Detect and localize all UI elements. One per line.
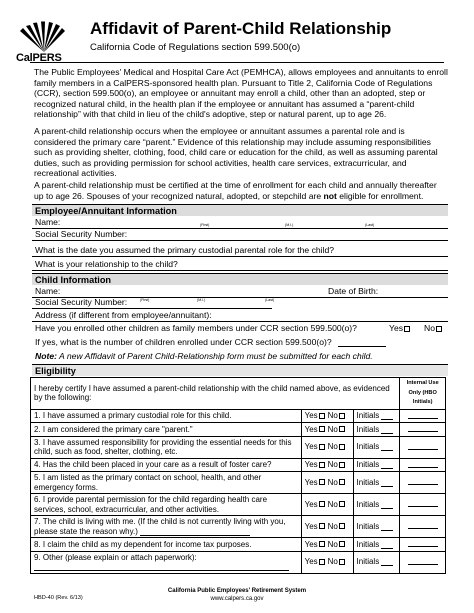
reason-input[interactable] (140, 527, 250, 536)
initials-input[interactable] (381, 442, 393, 451)
internal-use-cell (400, 538, 446, 552)
hbo-initials-input[interactable] (408, 557, 438, 565)
yes-checkbox[interactable] (319, 413, 325, 419)
yes-no-cell: Yes No (301, 551, 353, 573)
no-checkbox[interactable] (339, 444, 345, 450)
child-dob-label: Date of Birth: (328, 286, 379, 296)
footer-org: California Public Employees' Retirement System (167, 588, 307, 594)
initials-input[interactable] (381, 425, 393, 434)
initials-input[interactable] (381, 460, 393, 469)
number-enrolled-input[interactable] (338, 338, 386, 347)
eligibility-question: 4. Has the child been placed in your care as a result of foster care? (31, 458, 302, 472)
yes-checkbox[interactable] (319, 426, 325, 432)
relationship-field[interactable]: What is your relationship to the child? (32, 259, 448, 271)
enrolled-others-yes[interactable]: Yes (389, 323, 413, 334)
initials-cell: Initials (353, 423, 400, 437)
no-checkbox[interactable] (339, 413, 345, 419)
initials-input[interactable] (381, 522, 393, 531)
yes-checkbox[interactable] (319, 479, 325, 485)
initials-input[interactable] (381, 557, 393, 566)
yes-checkbox[interactable] (319, 462, 325, 468)
yes-checkbox[interactable] (319, 523, 325, 529)
internal-use-cell (400, 409, 446, 423)
no-checkbox[interactable] (339, 559, 345, 565)
hbo-initials-input[interactable] (408, 411, 438, 419)
internal-use-cell (400, 551, 446, 573)
initials-input[interactable] (381, 540, 393, 549)
logo-text: CalPERS (16, 52, 62, 64)
child-ssn-field[interactable]: Social Security Number: (32, 297, 272, 309)
no-checkbox[interactable] (339, 501, 345, 507)
eligibility-row (31, 538, 446, 552)
child-last-sublabel: (Last) (265, 298, 275, 302)
enrolled-yes-checkbox[interactable] (404, 326, 410, 332)
yes-no-cell: Yes No (301, 494, 353, 516)
document-title: Affidavit of Parent-Child Relationship (90, 19, 392, 38)
footer (0, 587, 474, 603)
enrolled-others-no[interactable]: No (424, 323, 445, 334)
eligibility-question: 6. I provide parental permission for the child regarding health care services, school, extracurricular, and other activities. (31, 494, 302, 516)
other-explain-input[interactable] (34, 562, 289, 571)
no-checkbox[interactable] (339, 479, 345, 485)
initials-cell: Initials (353, 472, 400, 494)
number-enrolled-question: If yes, what is the number of children enrolled under CCR section 599.500(o)? (32, 337, 448, 348)
no-checkbox[interactable] (339, 462, 345, 468)
child-first-sublabel: (First) (140, 298, 150, 302)
intro-paragraph-3: A parent-child relationship must be certified at the time of enrollment for each child and annually thereafter up to age 26. Spouses of your recognized natural, adopted, or stepchild are not eligible for enrollment. (34, 180, 437, 201)
initials-cell: Initials (353, 458, 400, 472)
document-subtitle: California Code of Regulations section 599.500(o) (90, 42, 301, 53)
yes-checkbox[interactable] (319, 559, 325, 565)
yes-no-cell: Yes No (301, 436, 353, 458)
intro-paragraph-2: A parent-child relationship occurs when the employee or annuitant assumes a parental role and is considered the primary care “parent.” Evidence of this relationship may include assuming responsibilities such as providing shelter, clothing, food, child care or education for the child, as well as assuming parental duties, such as providing permission for school activities, health care services, extracurricular, and recreational activities. (34, 126, 438, 179)
employee-last-sublabel: (Last) (365, 223, 375, 227)
initials-input[interactable] (381, 411, 393, 420)
employee-section-header: Employee/Annuitant Information (32, 204, 448, 216)
initials-input[interactable] (381, 500, 393, 509)
employee-first-sublabel: (First) (200, 223, 210, 227)
yes-checkbox[interactable] (319, 501, 325, 507)
eligibility-question: 2. I am considered the primary care "parent." (31, 423, 302, 437)
internal-use-cell (400, 516, 446, 538)
yes-checkbox[interactable] (319, 444, 325, 450)
internal-use-cell (400, 436, 446, 458)
eligibility-section-header: Eligibility (32, 364, 448, 376)
initials-cell: Initials (353, 436, 400, 458)
hbo-initials-input[interactable] (408, 521, 438, 529)
note-text: Note: A new Affidavit of Parent Child-Relationship form must be submitted for each child. (35, 351, 373, 361)
yes-no-cell: Yes No (301, 458, 353, 472)
eligibility-intro: I hereby certify I have assumed a parent-child relationship with the child named above, as evidenced by the following: (31, 378, 400, 410)
yes-no-cell: Yes No (301, 423, 353, 437)
yes-no-cell: Yes No (301, 472, 353, 494)
child-address-field[interactable]: Address (if different from employee/annuitant): (32, 310, 448, 322)
hbo-initials-input[interactable] (408, 477, 438, 485)
child-name-field[interactable]: Name: Date of Birth: (32, 286, 448, 298)
child-section-header: Child Information (32, 273, 448, 285)
internal-use-header: Internal Use Only (HBO Initials) (400, 378, 446, 410)
eligibility-question: 7. The child is living with me. (If the child is not currently living with you, please state the reason why.) (31, 516, 302, 538)
eligibility-row (31, 458, 446, 472)
no-checkbox[interactable] (339, 426, 345, 432)
initials-input[interactable] (381, 478, 393, 487)
eligibility-intro-row (31, 378, 446, 410)
internal-use-cell (400, 494, 446, 516)
eligibility-row (31, 516, 446, 538)
form-id: HBD-40 (Rev. 6/13) (34, 595, 83, 601)
eligibility-question: 1. I have assumed a primary custodial role for this child. (31, 409, 302, 423)
intro-paragraph-1: The Public Employees' Medical and Hospital Care Act (PEMHCA), allows employees and annuitants to enroll family members in a CalPERS-sponsored health plan. Pursuant to Title 2, California Code of Regulations (CCR), section 599.500(o), an employee or annuitant may enroll a child, other than an adopted, step or recognized natural child, in the health plan if the employee or annuitant has assumed a “parent-child relationship” with that child in lieu of the child's adoptive, step or natural parent, up to age 26. (34, 67, 448, 120)
eligibility-question: 8. I claim the child as my dependent for income tax purposes. (31, 538, 302, 552)
enrolled-no-checkbox[interactable] (436, 326, 442, 332)
hbo-initials-input[interactable] (408, 539, 438, 547)
hbo-initials-input[interactable] (408, 442, 438, 450)
eligibility-table (30, 377, 446, 574)
internal-use-cell (400, 472, 446, 494)
header-divider (30, 62, 444, 63)
eligibility-row (31, 436, 446, 458)
enrolled-others-question: Have you enrolled other children as family members under CCR section 599.500(o)? Yes No (32, 323, 448, 334)
initials-cell: Initials (353, 409, 400, 423)
hbo-initials-input[interactable] (408, 499, 438, 507)
eligibility-question: 5. I am listed as the primary contact on school, health, and other emergency forms. (31, 472, 302, 494)
employee-mi-sublabel: (M.I.) (285, 223, 294, 227)
eligibility-row (31, 551, 446, 573)
eligibility-question: 3. I have assumed responsibility for providing the essential needs for this child, such as food, shelter, clothing, etc. (31, 436, 302, 458)
initials-cell: Initials (353, 538, 400, 552)
eligibility-row (31, 409, 446, 423)
initials-cell: Initials (353, 516, 400, 538)
child-mi-sublabel: (M.I.) (197, 298, 206, 302)
eligibility-question: 9. Other (please explain or attach paperwork): (31, 551, 302, 573)
eligibility-row (31, 472, 446, 494)
internal-use-cell (400, 423, 446, 437)
yes-checkbox[interactable] (319, 541, 325, 547)
initials-cell: Initials (353, 551, 400, 573)
yes-no-cell: Yes No (301, 538, 353, 552)
internal-use-cell (400, 458, 446, 472)
yes-no-cell: Yes No (301, 409, 353, 423)
hbo-initials-input[interactable] (408, 424, 438, 432)
footer-url: www.calpers.ca.gov (210, 596, 264, 602)
date-assumed-role-field[interactable]: What is the date you assumed the primary custodial parental role for the child? (32, 245, 448, 257)
hbo-initials-input[interactable] (408, 460, 438, 468)
no-checkbox[interactable] (339, 541, 345, 547)
initials-cell: Initials (353, 494, 400, 516)
employee-ssn-field[interactable]: Social Security Number: (32, 229, 448, 241)
eligibility-row (31, 494, 446, 516)
yes-no-cell: Yes No (301, 516, 353, 538)
employee-name-field[interactable]: Name: (32, 217, 448, 229)
no-checkbox[interactable] (339, 523, 345, 529)
eligibility-row (31, 423, 446, 437)
